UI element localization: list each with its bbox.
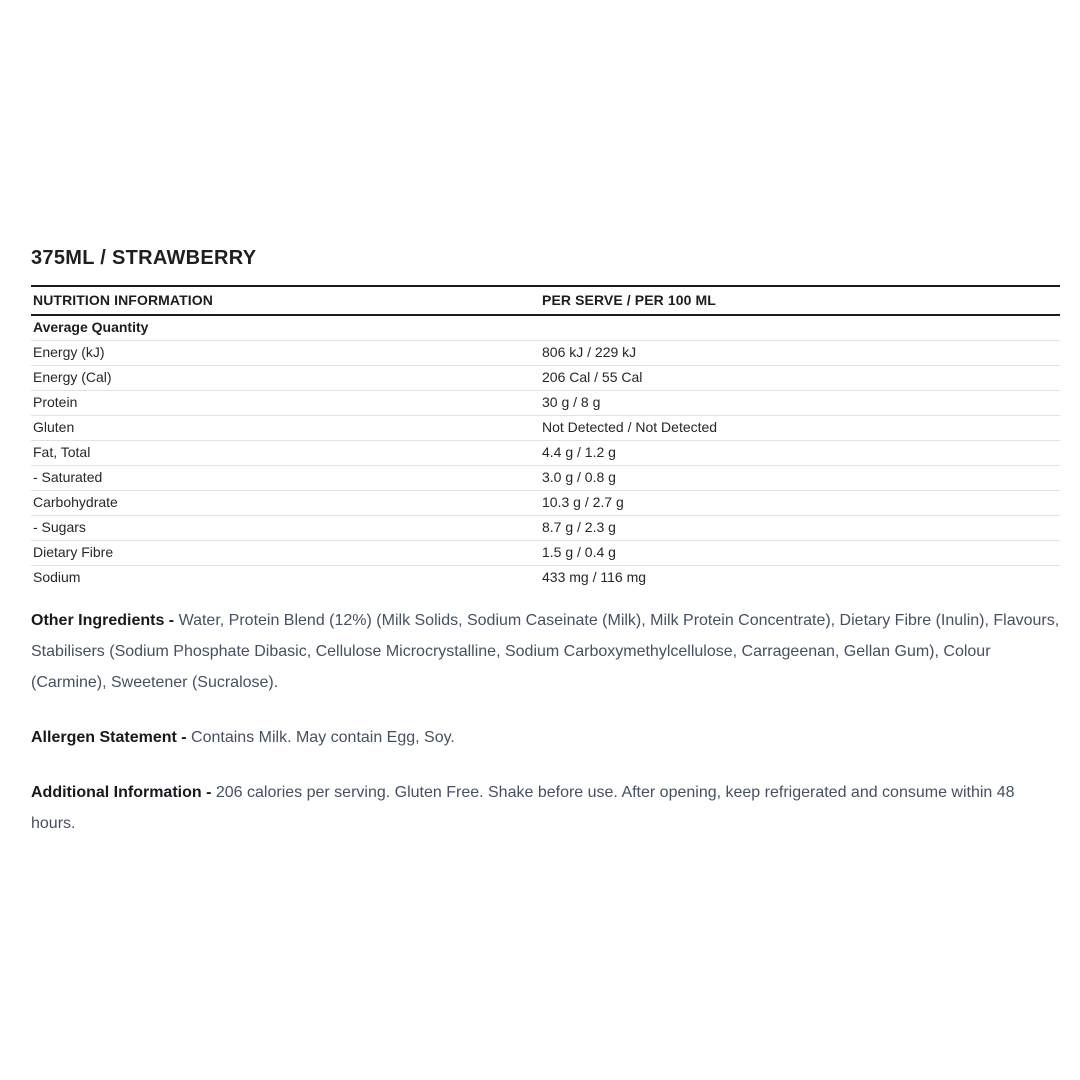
info-text: 206 calories per serving. Gluten Free. Shake before use. After opening, keep refrigerated and consume within 48 hours. <box>31 784 1015 832</box>
table-row <box>31 366 1060 391</box>
info-paragraph <box>31 777 1060 839</box>
table-row <box>31 566 1060 591</box>
variant-title: 375ML / STRAWBERRY <box>31 247 257 269</box>
table-row <box>31 441 1060 466</box>
subheader-row <box>31 315 1060 341</box>
row-label: Carbohydrate <box>31 491 540 516</box>
row-label: Sodium <box>33 569 81 585</box>
row-value: Not Detected / Not Detected <box>540 416 1060 441</box>
header-row <box>31 286 1060 315</box>
table-row <box>31 341 1060 366</box>
row-value: 1.5 g / 0.4 g <box>540 541 1060 566</box>
row-label: Fat, Total <box>31 441 540 466</box>
row-value: 433 mg / 116 mg <box>542 569 647 585</box>
column-header-nutrition-information: NUTRITION INFORMATION <box>31 286 540 315</box>
info-paragraph <box>31 722 1060 753</box>
info-paragraph <box>31 605 1060 698</box>
info-label: Other Ingredients - <box>31 612 175 629</box>
row-value: 206 Cal / 55 Cal <box>540 366 1060 391</box>
nutrition-table-body <box>31 315 1060 590</box>
info-text: Water, Protein Blend (12%) (Milk Solids, Sodium Caseinate (Milk), Milk Protein Concentrate), Dietary Fibre (Inulin), Flavours, Stabilisers (Sodium Phosphate Dibasic, Cellulose Microcrystalline, Sodium Carboxymethylcellulose, Carrageenan, Gellan Gum), Colour (Carmine), Sweetener (Sucralose). <box>31 612 1060 691</box>
row-label: - Saturated <box>31 466 540 491</box>
nutrition-section <box>31 246 1060 863</box>
row-value: 3.0 g / 0.8 g <box>540 466 1060 491</box>
nutrition-table-head <box>31 286 1060 315</box>
row-value: 8.7 g / 2.3 g <box>540 516 1060 541</box>
row-value: 10.3 g / 2.7 g <box>540 491 1060 516</box>
row-label: - Sugars <box>31 516 540 541</box>
info-label: Additional Information - <box>31 784 212 801</box>
nutrition-table <box>31 285 1060 590</box>
table-row <box>31 466 1060 491</box>
row-value: 30 g / 8 g <box>540 391 1060 416</box>
table-row <box>31 491 1060 516</box>
row-label: Energy (kJ) <box>31 341 540 366</box>
row-label: Energy (Cal) <box>31 366 540 391</box>
info-label: Allergen Statement - <box>31 729 187 746</box>
table-row <box>31 416 1060 441</box>
row-label: Gluten <box>31 416 540 441</box>
subheader-label: Average Quantity <box>31 315 1060 341</box>
table-row <box>31 541 1060 566</box>
row-label: Dietary Fibre <box>31 541 540 566</box>
row-label: Protein <box>31 391 540 416</box>
row-value: 4.4 g / 1.2 g <box>540 441 1060 466</box>
row-value: 806 kJ / 229 kJ <box>540 341 1060 366</box>
column-header-per-serve-per-100ml: PER SERVE / PER 100 ML <box>540 286 1060 315</box>
table-row <box>31 391 1060 416</box>
info-paragraphs <box>31 605 1060 839</box>
info-text: Contains Milk. May contain Egg, Soy. <box>191 729 455 746</box>
table-row <box>31 516 1060 541</box>
